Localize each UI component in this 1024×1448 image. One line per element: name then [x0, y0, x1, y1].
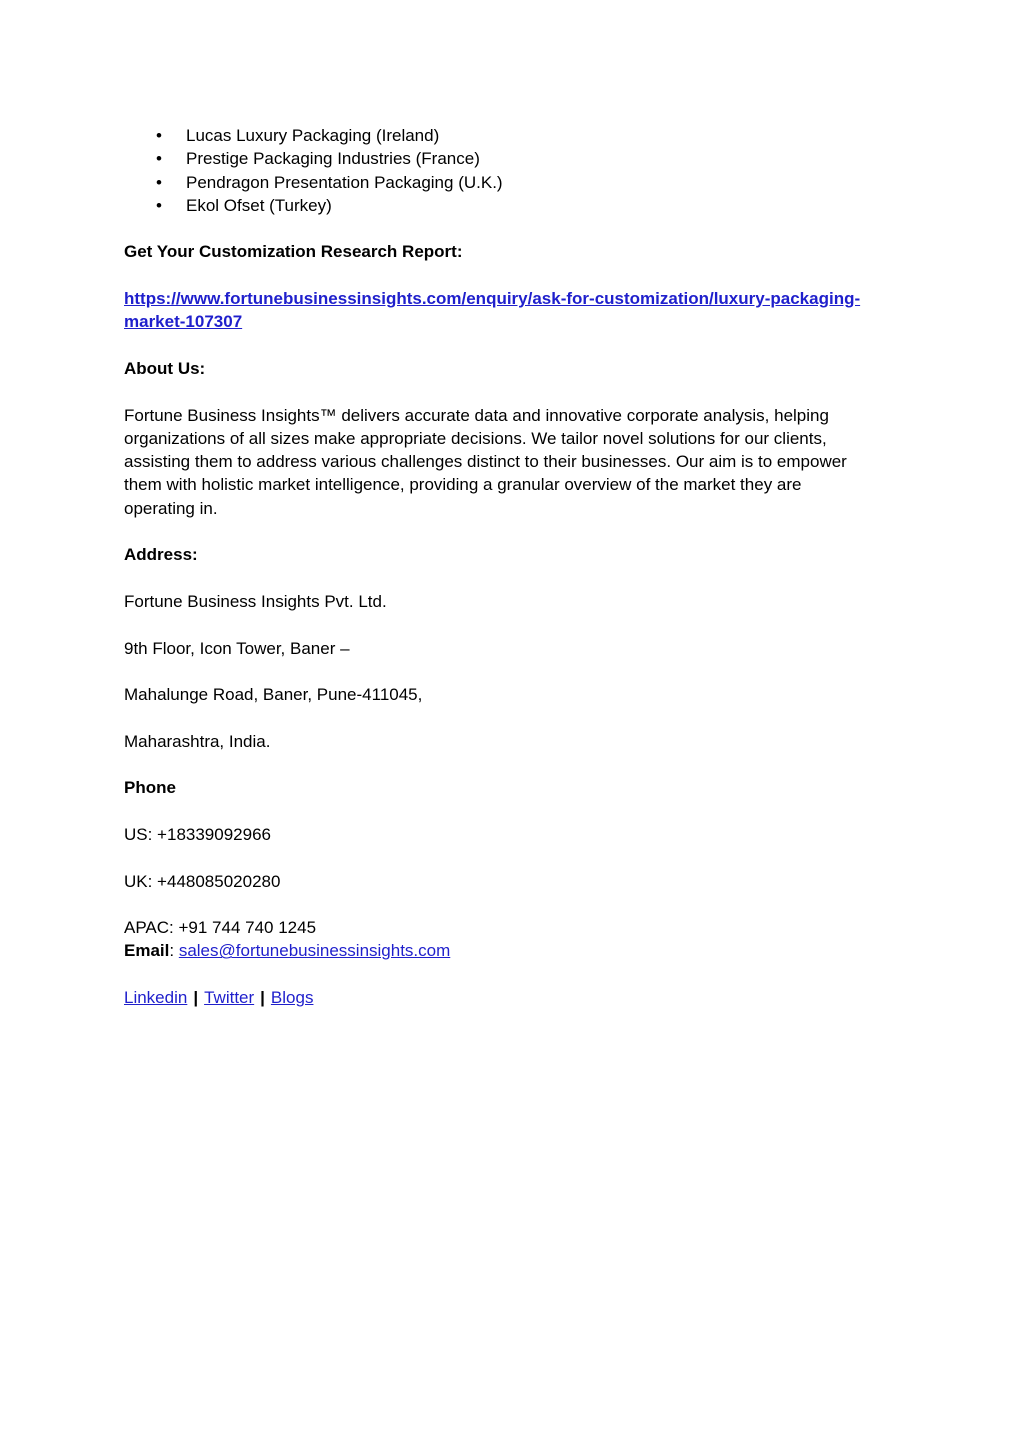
about-body: Fortune Business Insights™ delivers accurate data and innovative corporate analysis, helping organizations of all sizes make appropriate decisions. We tailor novel solutions for our clients, assisting them to address various challenges distinct to their businesses. Our aim is to empower them with holistic market intelligence, providing a granular overview of the market they are operating in. [124, 405, 847, 518]
address-line-2: Mahalunge Road, Baner, Pune-411045, [124, 685, 423, 705]
list-item: • Pendragon Presentation Packaging (U.K.) [124, 171, 864, 194]
social-links [124, 986, 864, 1009]
social-divider: | [193, 987, 199, 1007]
phone-us: US: +18339092966 [124, 824, 271, 844]
phone-apac: APAC: +91 744 740 1245 [124, 918, 317, 938]
bullet-icon: • [156, 195, 162, 215]
about-heading: About Us: [124, 358, 206, 378]
document-page [124, 124, 864, 1033]
bullet-icon: • [156, 126, 162, 145]
twitter-link[interactable]: Twitter [204, 987, 255, 1007]
email-label: Email [124, 941, 170, 961]
email-link[interactable]: sales@fortunebusinessinsights.com [178, 941, 451, 961]
linkedin-link[interactable]: Linkedin [124, 987, 188, 1007]
customization-heading: Get Your Customization Research Report: [124, 242, 463, 262]
bullet-icon: • [156, 172, 162, 192]
address-company: Fortune Business Insights Pvt. Ltd. [124, 591, 387, 611]
email-line [124, 939, 864, 962]
address-line-1: 9th Floor, Icon Tower, Baner – [124, 638, 350, 658]
address-heading: Address: [124, 545, 198, 565]
company-list [124, 124, 864, 217]
list-item: • Ekol Ofset (Turkey) [124, 194, 864, 217]
blogs-link[interactable]: Blogs [270, 987, 314, 1007]
phone-heading: Phone [124, 778, 176, 798]
bullet-icon: • [156, 149, 162, 169]
email-separator: : [169, 941, 175, 961]
address-line-3: Maharashtra, India. [124, 731, 271, 751]
list-item: • Lucas Luxury Packaging (Ireland) [124, 124, 864, 147]
customization-link-paragraph [124, 287, 864, 334]
social-divider: | [260, 987, 265, 1007]
phone-uk: UK: +448085020280 [124, 871, 281, 891]
customization-link[interactable]: https://www.fortunebusinessinsights.com/enquiry/ask-for-customization/luxury-packaging-market-107307 [124, 289, 861, 332]
list-item: • Prestige Packaging Industries (France) [124, 147, 864, 170]
